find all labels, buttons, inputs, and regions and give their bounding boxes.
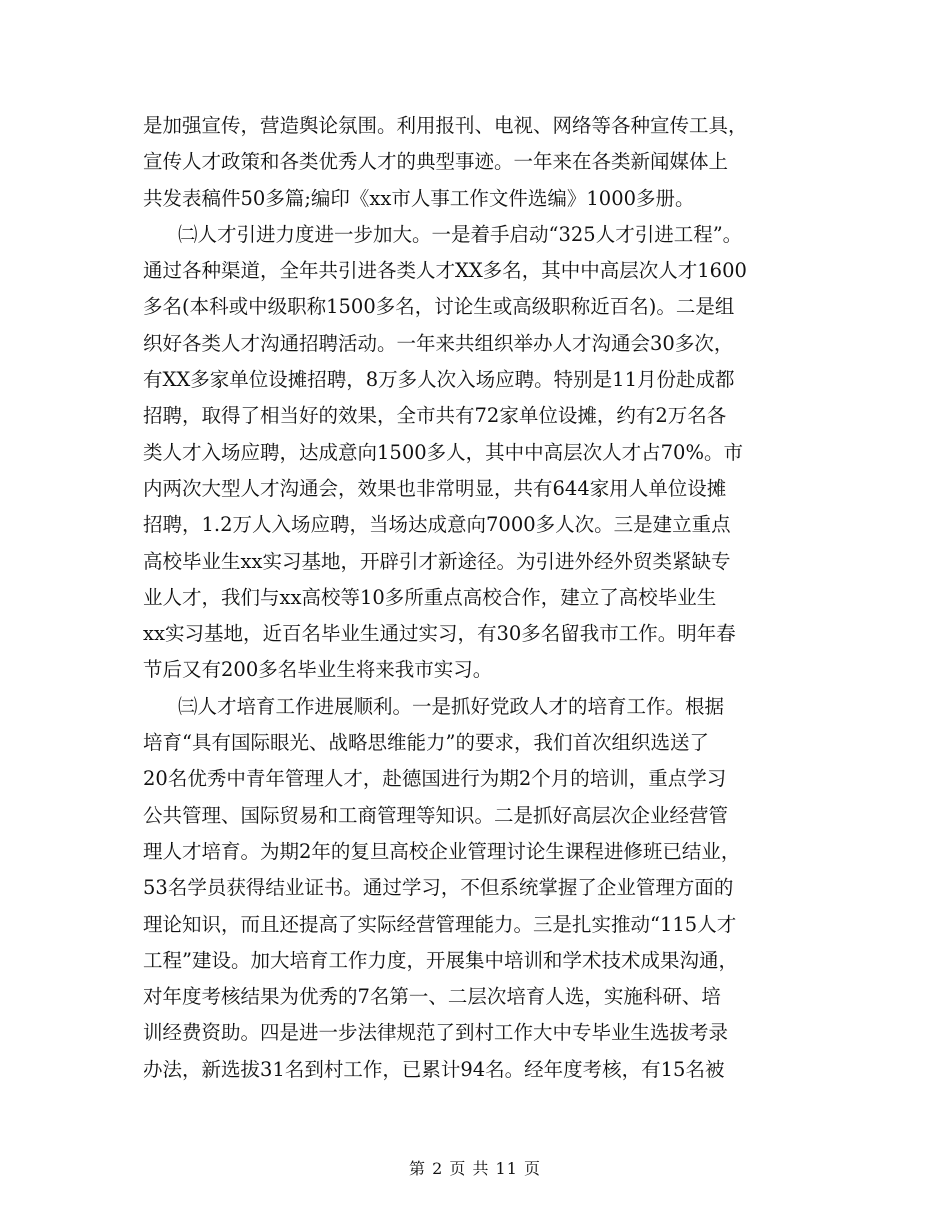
text-line: 训经费资助。四是进一步法律规范了到村工作大中专毕业生选拔考录: [143, 1021, 729, 1045]
text-line: 业人才，我们与xx高校等10多所重点高校合作，建立了高校毕业生: [143, 585, 717, 609]
paragraph-start-line: ㈢人才培育工作进展顺利。一是抓好党政人才的培育工作。根据: [178, 694, 725, 718]
text-line: 节后又有200多名毕业生将来我市实习。: [143, 658, 493, 682]
text-line: 培育“具有国际眼光、战略思维能力”的要求，我们首次组织选送了: [143, 731, 709, 755]
text-line: 招聘，1.2万人入场应聘，当场达成意向7000多人次。三是建立重点: [143, 513, 731, 537]
paragraph-start-line: ㈡人才引进力度进一步加大。一是着手启动“325人才引进工程”。: [178, 222, 743, 246]
text-line: 宣传人才政策和各类优秀人才的典型事迹。一年来在各类新闻媒体上: [143, 150, 729, 174]
body-text: [143, 108, 823, 1088]
text-line: 招聘，取得了相当好的效果，全市共有72家单位设摊，约有2万名各: [143, 404, 727, 428]
text-line: 办法，新选拔31名到村工作，已累计94名。经年度考核，有15名被: [143, 1057, 725, 1081]
text-line: 53名学员获得结业证书。通过学习，不但系统掌握了企业管理方面的: [143, 876, 734, 900]
text-line: 多名(本科或中级职称1500多名，讨论生或高级职称近百名)。二是组: [143, 295, 735, 319]
page-number-footer: 第 2 页 共 11 页: [409, 1159, 541, 1178]
text-line: 理人才培育。为期2年的复旦高校企业管理讨论生课程进修班已结业，: [143, 839, 741, 863]
text-line: 内两次大型人才沟通会，效果也非常明显，共有644家用人单位设摊: [143, 476, 727, 500]
text-line: 工程”建设。加大培育工作力度，开展集中培训和学术技术成果沟通，: [143, 948, 738, 972]
text-line: 共发表稿件50多篇;编印《xx市人事工作文件选编》1000多册。: [143, 186, 695, 210]
text-line: 是加强宣传，营造舆论氛围。利用报刊、电视、网络等各种宣传工具，: [143, 114, 748, 137]
text-line: 有XX多家单位设摊招聘，8万多人次入场应聘。特别是11月份赴成都: [143, 368, 735, 392]
text-line: 通过各种渠道，全年共引进各类人才XX多名，其中中高层次人才1600: [143, 259, 747, 283]
text-line: 理论知识，而且还提高了实际经营管理能力。三是扎实推动“115人才: [143, 912, 737, 936]
text-line: 织好各类人才沟通招聘活动。一年来共组织举办人才沟通会30多次，: [143, 331, 734, 355]
text-line: xx实习基地，近百名毕业生通过实习，有30多名留我市工作。明年春: [143, 622, 736, 646]
text-line: 高校毕业生xx实习基地，开辟引才新途径。为引进外经外贸类紧缺专: [143, 549, 731, 573]
text-line: 对年度考核结果为优秀的7名第一、二层次培育人选，实施科研、培: [143, 985, 721, 1009]
text-line: 公共管理、国际贸易和工商管理等知识。二是抓好高层次企业经营管: [143, 803, 729, 827]
text-line: 20名优秀中青年管理人才，赴德国进行为期2个月的培训，重点学习: [143, 767, 727, 791]
text-line: 类人才入场应聘，达成意向1500多人，其中中高层次人才占70%。市: [143, 440, 743, 464]
